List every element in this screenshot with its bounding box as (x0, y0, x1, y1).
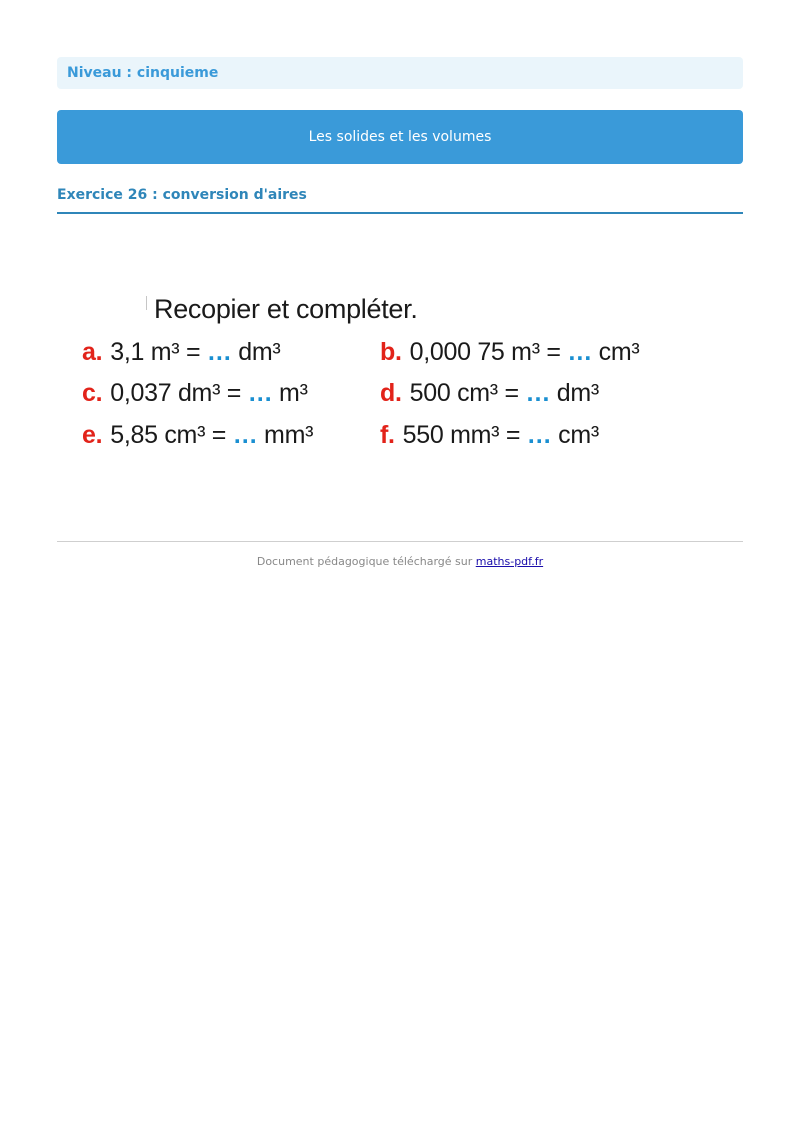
exercise-content (78, 290, 718, 460)
item-blank: … (526, 421, 552, 449)
text-cursor-mark (146, 296, 147, 310)
item-label: a. (82, 338, 103, 366)
item-blank: … (525, 379, 551, 407)
exercise-item-d (380, 379, 599, 408)
item-label: d. (380, 379, 402, 407)
exercise-item-c (82, 379, 308, 408)
level-label: Niveau : cinquieme (57, 57, 743, 89)
item-blank: … (232, 421, 258, 449)
exercise-item-f (380, 421, 599, 450)
item-right: mm³ (257, 421, 314, 449)
item-left: 5,85 cm³ = (110, 421, 233, 449)
item-right: dm³ (550, 379, 599, 407)
item-blank: … (567, 338, 593, 366)
item-left: 0,037 dm³ = (110, 379, 248, 407)
item-blank: … (206, 338, 232, 366)
footer (57, 555, 743, 568)
exercise-item-b (380, 338, 639, 367)
item-label: c. (82, 379, 103, 407)
item-left: 500 cm³ = (409, 379, 526, 407)
item-label: b. (380, 338, 402, 366)
exercise-instruction: Recopier et compléter. (154, 294, 418, 324)
item-right: m³ (272, 379, 308, 407)
exercise-title: Exercice 26 : conversion d'aires (57, 184, 743, 214)
chapter-banner: Les solides et les volumes (57, 110, 743, 164)
item-right: cm³ (592, 338, 640, 366)
exercise-item-a (82, 338, 280, 367)
exercise-item-e (82, 421, 313, 450)
item-left: 3,1 m³ = (110, 338, 207, 366)
item-right: dm³ (231, 338, 281, 366)
item-label: f. (380, 421, 395, 449)
footer-site-link[interactable]: maths-pdf.fr (475, 555, 544, 568)
footer-text: Document pédagogique téléchargé sur (256, 555, 476, 568)
footer-divider (57, 541, 743, 542)
item-label: e. (82, 421, 103, 449)
item-left: 550 mm³ = (402, 421, 527, 449)
item-left: 0,000 75 m³ = (409, 338, 568, 366)
item-right: cm³ (551, 421, 599, 449)
item-blank: … (247, 379, 273, 407)
